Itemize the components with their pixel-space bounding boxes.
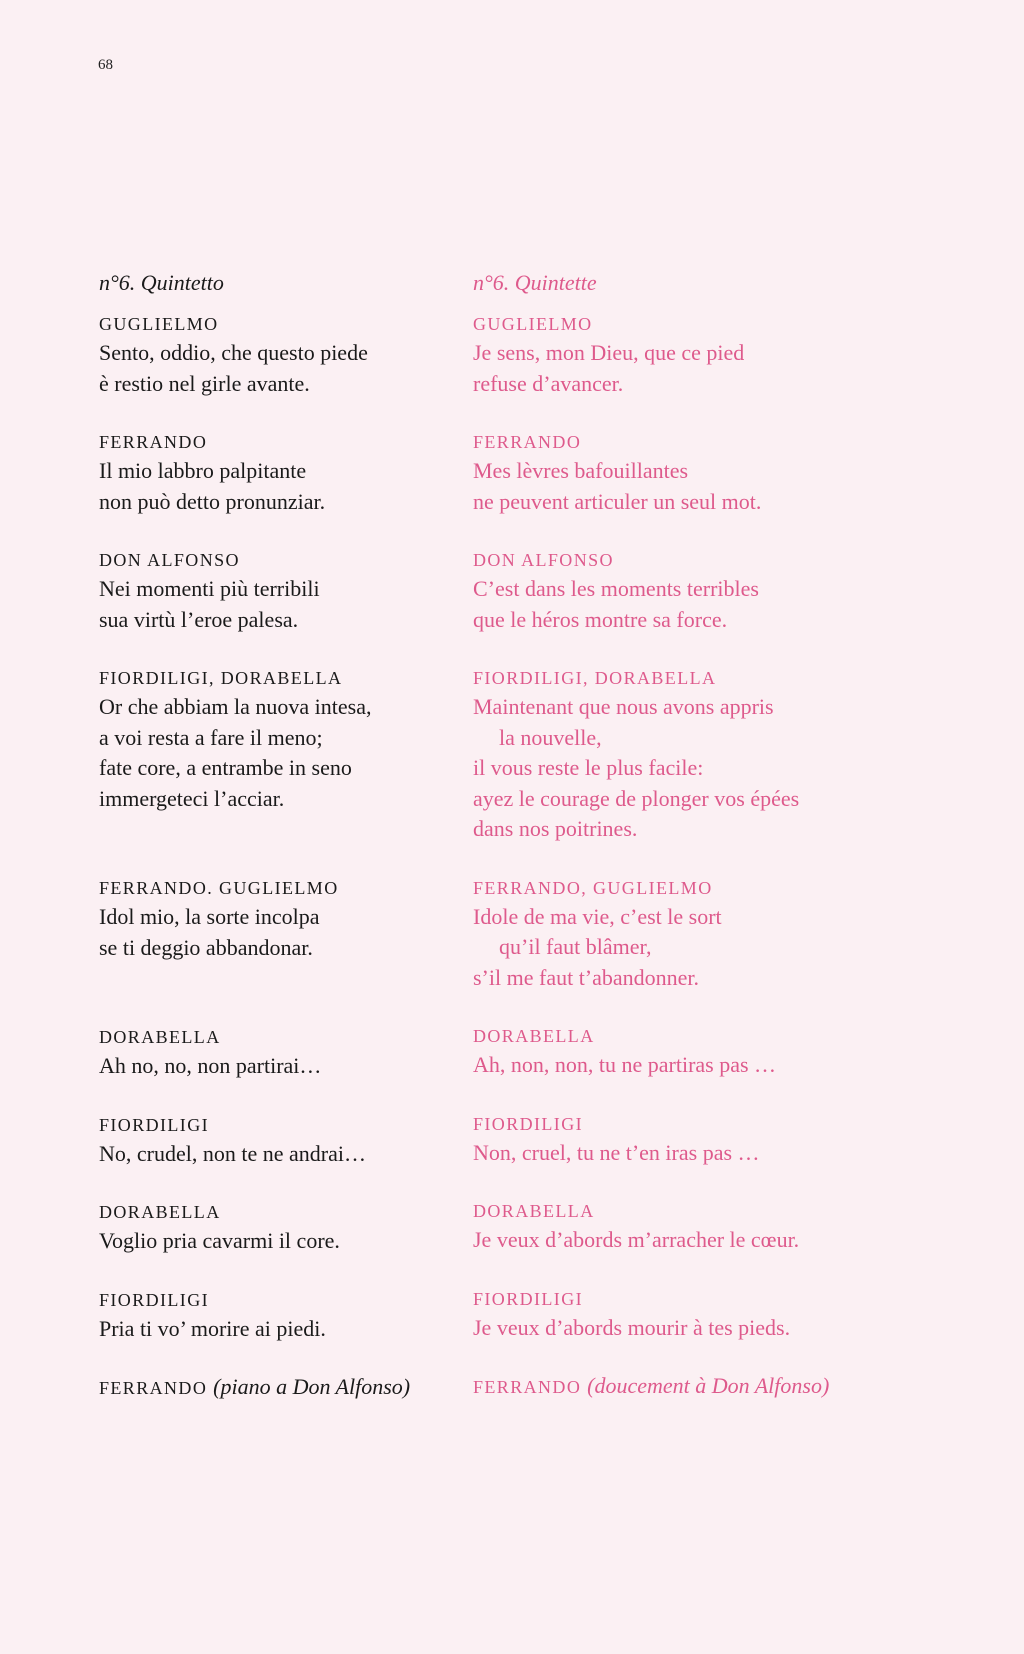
speaker-label: FERRANDO: [473, 1377, 582, 1397]
speaker-name: FERRANDO, GUGLIELMO: [473, 877, 713, 898]
speech-block: [99, 666, 459, 814]
speech-block: [473, 1199, 913, 1256]
verse-line: Nei momenti più terribili: [99, 576, 320, 601]
verse-line: dans nos poitrines.: [473, 816, 638, 841]
speech-block: [473, 430, 913, 517]
verse-line: sua virtù l’eroe palesa.: [99, 606, 299, 632]
verse-line: Je veux d’abords m’arracher le cœur.: [473, 1227, 800, 1252]
speaker-name: FERRANDO: [473, 432, 582, 452]
speaker-name: FIORDILIGI: [99, 1289, 209, 1310]
verse-line: la nouvelle,: [499, 724, 602, 750]
verse-line: è restio nel girle avante.: [99, 370, 310, 396]
verse-line: s’il me faut t’abandonner.: [473, 964, 700, 990]
speaker-name: DON ALFONSO: [473, 550, 614, 570]
verse-line: No, crudel, non te ne andrai…: [99, 1140, 366, 1166]
speech-block: [99, 1200, 459, 1257]
french-column: [473, 268, 913, 1401]
speech-block: [473, 1112, 913, 1169]
speech-block: [99, 1375, 459, 1400]
speaker-name: GUGLIELMO: [99, 314, 219, 334]
verse-line: Pria ti vo’ morire ai piedi.: [99, 1315, 326, 1341]
speaker-name: FERRANDO: [99, 432, 208, 452]
verse-line: Non, cruel, tu ne t’en iras pas …: [473, 1139, 760, 1165]
speaker-name: FIORDILIGI: [473, 1113, 583, 1134]
speech-block: [99, 876, 459, 963]
verse-line: Or che abbiam la nuova intesa,: [99, 694, 372, 719]
speaker-name: FIORDILIGI, DORABELLA: [99, 668, 343, 688]
verse-line: a voi resta a fare il meno;: [99, 724, 323, 750]
speaker-name: DORABELLA: [99, 1202, 221, 1222]
speaker-name: [473, 1374, 913, 1399]
speech-block: [473, 1374, 913, 1399]
verse-line: Maintenant que nous avons appris: [473, 694, 774, 719]
speaker-name: FIORDILIGI: [99, 1114, 209, 1135]
verse-line: Je sens, mon Dieu, que ce pied: [473, 340, 745, 365]
verse-line: Ah no, no, non partirai…: [99, 1053, 322, 1078]
verse-line: Mes lèvres bafouillantes: [473, 458, 689, 483]
speaker-name: FERRANDO. GUGLIELMO: [99, 878, 339, 898]
speech-block: [99, 1288, 459, 1345]
verse-line: Sento, oddio, che questo piede: [99, 340, 368, 365]
verse-line: fate core, a entrambe in seno: [99, 755, 352, 780]
verse-line: Idol mio, la sorte incolpa: [99, 904, 320, 929]
speaker-name: DON ALFONSO: [99, 550, 240, 570]
speaker-label: FERRANDO: [99, 1378, 208, 1398]
verse-line: immergeteci l’acciar.: [99, 785, 285, 811]
italian-column: [99, 268, 459, 1402]
italian-title: n°6. Quintetto: [99, 270, 224, 295]
speech-block: [473, 548, 913, 635]
french-title: n°6. Quintette: [473, 270, 597, 295]
speech-block: [99, 430, 459, 517]
verse-line: Je veux d’abords mourir à tes pieds.: [473, 1314, 791, 1340]
speaker-name: FIORDILIGI, DORABELLA: [473, 668, 717, 688]
speaker-name: DORABELLA: [473, 1201, 595, 1221]
speech-block: [99, 1025, 459, 1082]
verse-line: que le héros montre sa force.: [473, 606, 728, 632]
verse-line: Ah, non, non, tu ne partiras pas …: [473, 1052, 777, 1077]
speech-block: [99, 548, 459, 635]
verse-line: qu’il faut blâmer,: [499, 934, 652, 959]
verse-line: il vous reste le plus facile:: [473, 755, 704, 780]
speech-block: [473, 1287, 913, 1344]
verse-line: refuse d’avancer.: [473, 370, 624, 396]
speaker-name: DORABELLA: [473, 1026, 595, 1046]
verse-line: non può detto pronunziar.: [99, 488, 326, 514]
verse-line: se ti deggio abbandonar.: [99, 934, 313, 960]
speaker-name: DORABELLA: [99, 1027, 221, 1047]
stage-direction: (doucement à Don Alfonso): [587, 1373, 830, 1398]
speech-block: [473, 876, 913, 994]
speaker-name: [99, 1375, 459, 1400]
speaker-name: FIORDILIGI: [473, 1288, 583, 1309]
verse-line: Il mio labbro palpitante: [99, 458, 307, 483]
speech-block: [99, 1113, 459, 1170]
speech-block: [473, 1024, 913, 1081]
speech-block: [473, 666, 913, 845]
speech-block: [99, 312, 459, 399]
verse-line: Voglio pria cavarmi il core.: [99, 1228, 340, 1253]
verse-line: Idole de ma vie, c’est le sort: [473, 903, 722, 929]
verse-line: C’est dans les moments terribles: [473, 576, 759, 601]
speaker-name: GUGLIELMO: [473, 314, 593, 334]
page-number: 68: [98, 57, 113, 73]
verse-line: ayez le courage de plonger vos épées: [473, 785, 800, 811]
verse-line: ne peuvent articuler un seul mot.: [473, 488, 762, 514]
stage-direction: (piano a Don Alfonso): [213, 1374, 411, 1399]
speech-block: [473, 312, 913, 399]
